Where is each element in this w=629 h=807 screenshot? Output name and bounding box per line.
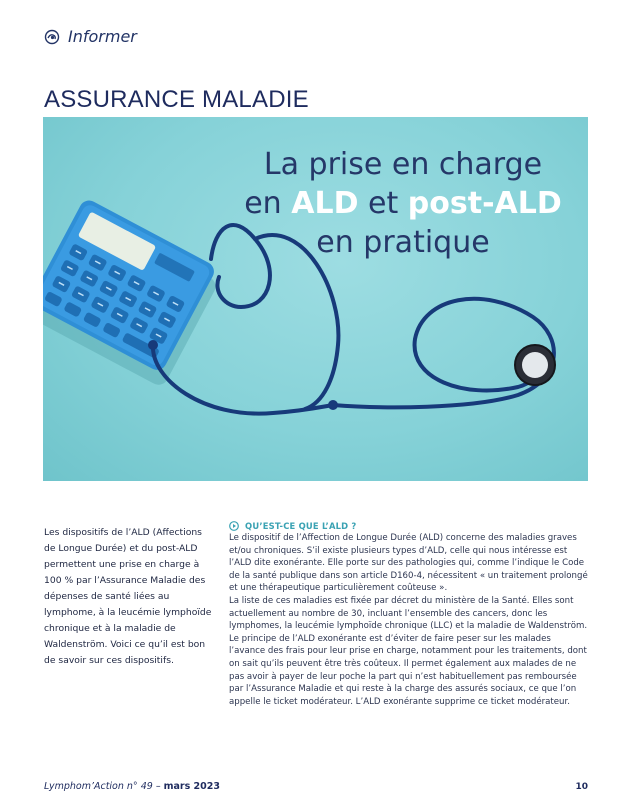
article-paragraph-3: Le principe de l’ALD exonérante est d’éviter de faire peser sur les malades l’avance des frais pour leur prise en charge, notamment pour les traitements, dont on sait qu’ils peuvent être très coûteux. Il permet également aux malades de ne pas avoir à payer de leur poche la part qui n’est habituellement pas remboursée par l’Assurance Maladie et qui reste à la charge des assurés sociaux, ce que l’on appelle le ticket modérateur. L’ALD exonérante supprime ce ticket modérateur. xyxy=(229,633,587,707)
section-header xyxy=(44,27,137,46)
issue-date: mars 2023 xyxy=(163,781,220,792)
intro-paragraph: Les dispositifs de l’ALD (Affections de Longue Durée) et du post-ALD permettent une prise en charge à 100 % par l’Assurance Maladie des dépenses de santé liées au lymphome, à la leucémie lymphoïde chronique et à la maladie de Waldenström. Voici ce qu’il est bon de savoir sur ces dispositifs. xyxy=(44,527,212,666)
subhead xyxy=(229,521,589,531)
hero-title-mid: et xyxy=(358,186,408,221)
article-paragraph-1: Le dispositif de l’Affection de Longue Durée (ALD) concerne des maladies graves et/ou chroniques. S’il existe plusieurs types d’ALD, celle qui nous intéresse est l’ALD dite exonérante. Elle porte sur des pathologies qui, comme l’indique le Code de la santé publique dans son article D160-4, nécessitent « un traitement prolongé et une thérapeutique particulièrement coûteuse ». xyxy=(229,533,588,594)
hero-image xyxy=(43,117,588,481)
article-body xyxy=(229,521,589,708)
hero-title xyxy=(223,145,583,262)
hero-title-prefix: en xyxy=(244,186,292,221)
publication-name: Lymphom’Action n° 49 xyxy=(44,781,153,792)
page-number: 10 xyxy=(575,782,588,792)
subhead-text: QU’EST-CE QUE L’ALD ? xyxy=(245,521,357,531)
hero-title-ald: ALD xyxy=(291,186,359,221)
hero-title-line3: en pratique xyxy=(316,225,490,260)
play-circle-icon xyxy=(229,521,239,531)
footer-separator: – xyxy=(152,781,164,792)
informer-icon xyxy=(44,29,60,45)
calculator xyxy=(43,197,217,373)
section-label: Informer xyxy=(68,27,137,46)
hero-title-line2 xyxy=(223,184,583,223)
hero-title-line1: La prise en charge xyxy=(263,147,543,182)
hero-title-post-ald: post-ALD xyxy=(407,186,562,221)
footer-publication xyxy=(44,781,220,792)
page-title: ASSURANCE MALADIE xyxy=(44,86,309,113)
article-paragraph-2: La liste de ces maladies est fixée par décret du ministère de la Santé. Elles sont actuellement au nombre de 30, incluant l’ensemble des cancers, donc les lymphomes, la leucémie lymphoïde chronique (LLC) et la maladie de Waldenström. xyxy=(229,595,588,632)
